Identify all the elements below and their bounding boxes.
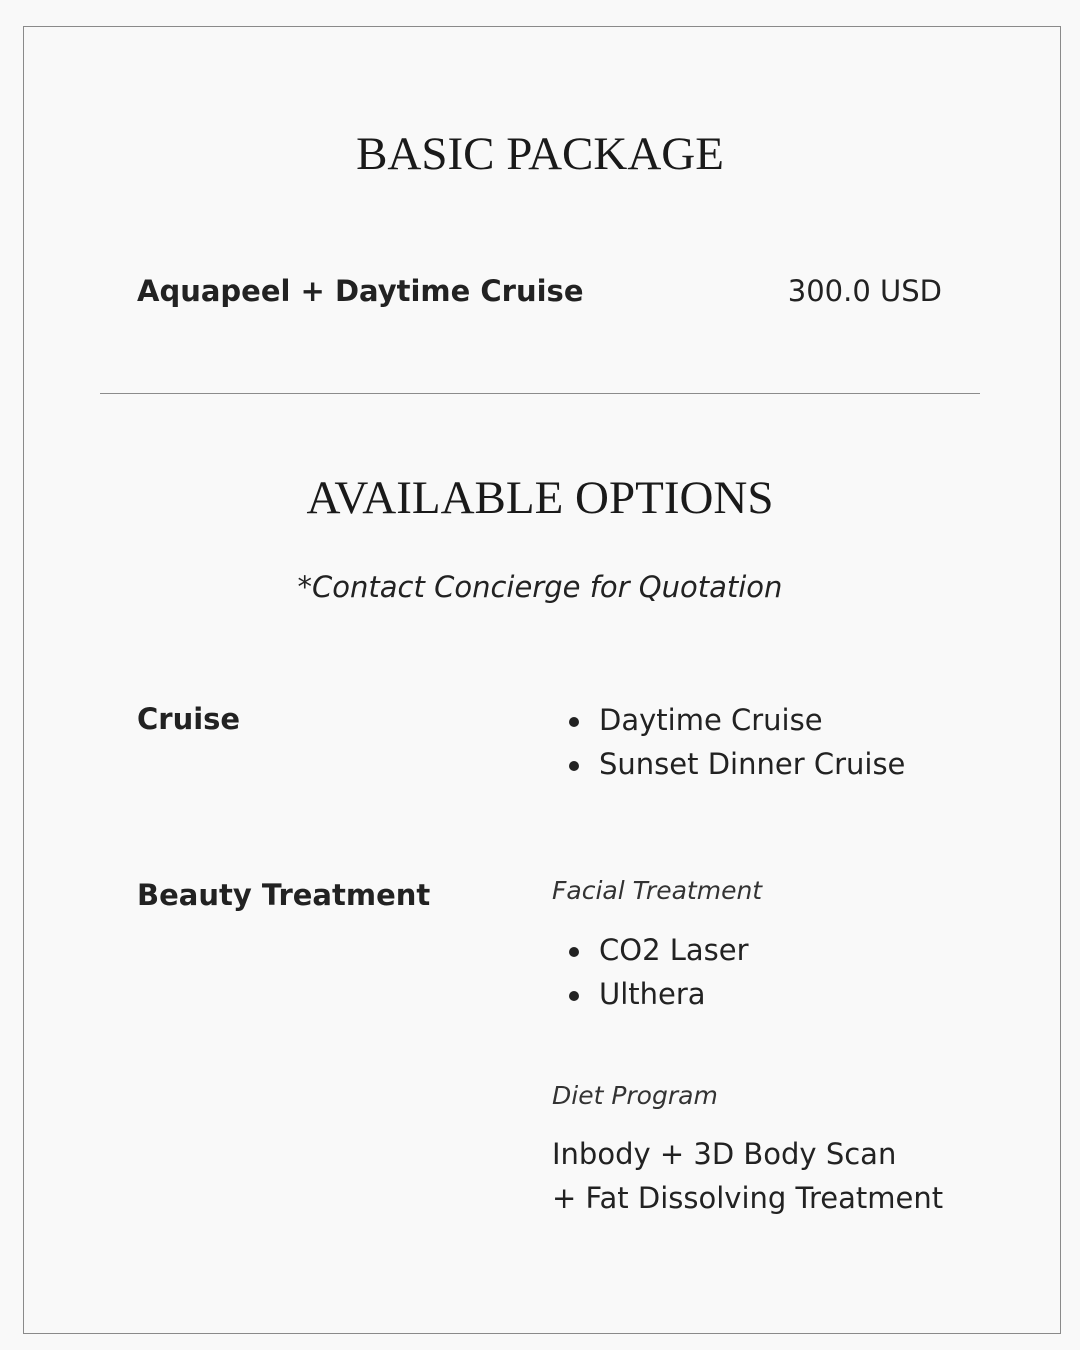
list-item: CO2 Laser (565, 928, 749, 972)
list-item: Daytime Cruise (565, 698, 905, 742)
list-item: Sunset Dinner Cruise (565, 742, 905, 786)
diet-program-description (552, 1132, 943, 1220)
package-name: Aquapeel + Daytime Cruise (137, 274, 584, 308)
diet-line: Inbody + 3D Body Scan (552, 1137, 897, 1171)
available-options-title: AVAILABLE OPTIONS (306, 472, 774, 524)
diet-program-heading: Diet Program (552, 1081, 718, 1110)
section-divider (100, 393, 980, 394)
basic-package-title: BASIC PACKAGE (356, 128, 724, 180)
diet-line: + Fat Dissolving Treatment (552, 1181, 944, 1215)
facial-options-list (565, 928, 749, 1016)
cruise-options-list (565, 698, 905, 786)
package-price: 300.0 USD (787, 274, 942, 308)
category-cruise-label: Cruise (137, 702, 241, 736)
quotation-note: *Contact Concierge for Quotation (297, 570, 783, 604)
facial-treatment-heading: Facial Treatment (552, 876, 763, 905)
category-beauty-label: Beauty Treatment (137, 878, 431, 912)
list-item: Ulthera (565, 972, 749, 1016)
